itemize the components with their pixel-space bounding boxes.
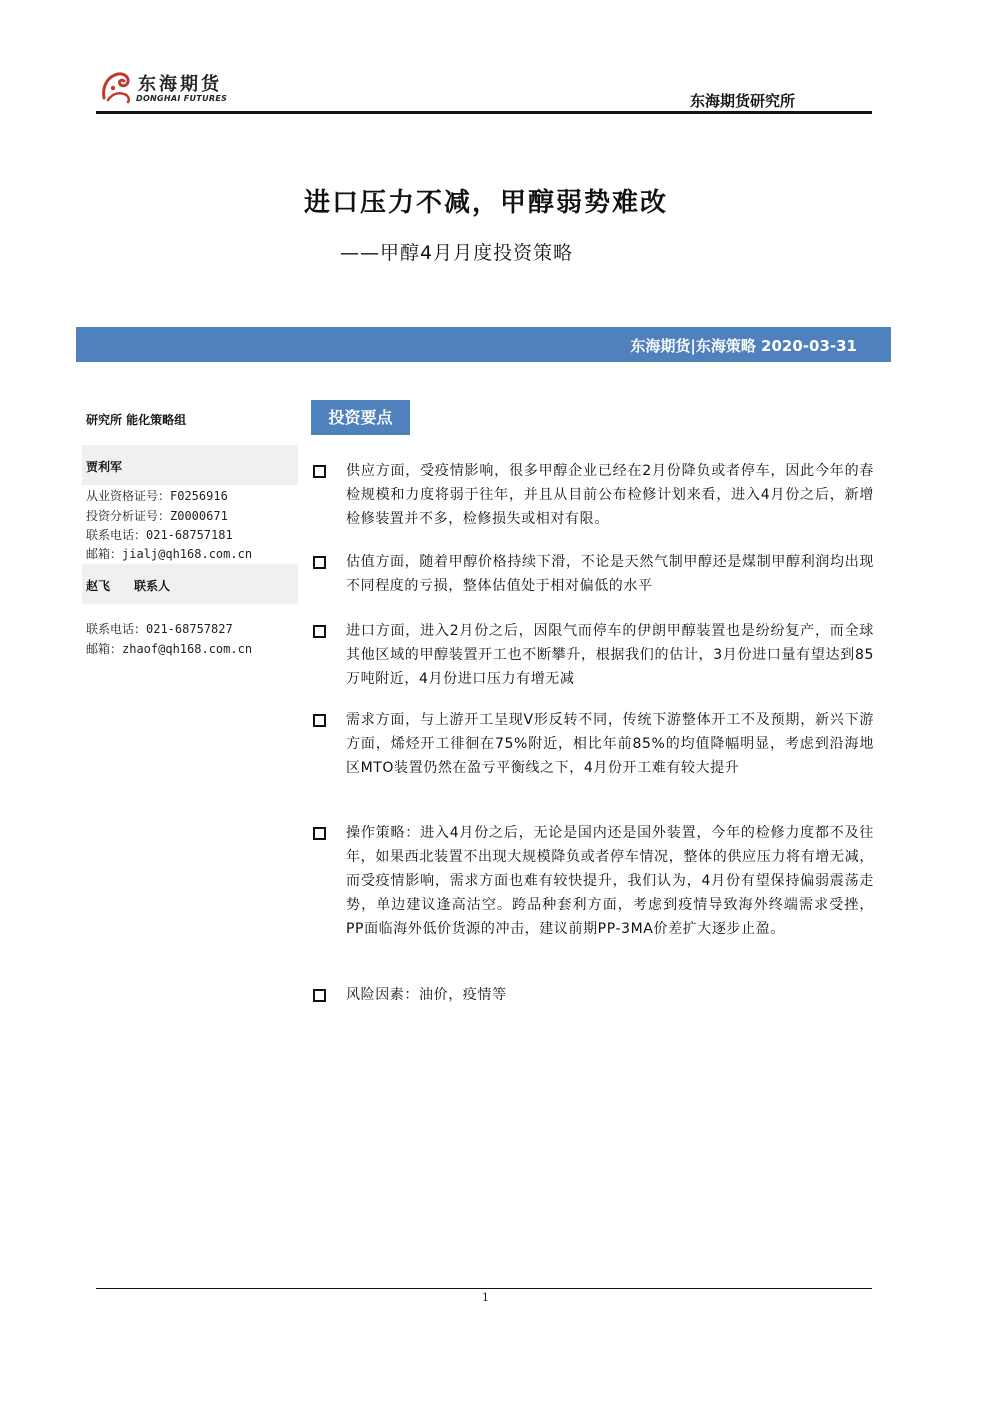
checkbox-bullet-icon [313, 556, 326, 569]
company-logo-icon [98, 68, 136, 106]
analyst1-invest-cert: 投资分析证号：Z0000671 [86, 509, 228, 523]
report-title: 进口压力不减，甲醇弱势难改 [303, 188, 668, 218]
checkbox-bullet-icon [313, 714, 326, 727]
report-banner [76, 327, 891, 362]
checkbox-bullet-icon [313, 465, 326, 478]
analyst1-email: 邮箱：jialj@qh168.com.cn [86, 547, 253, 561]
checkbox-bullet-icon [313, 625, 326, 638]
bullet-text: 估值方面，随着甲醇价格持续下滑，不论是天然气制甲醇还是煤制甲醇利润均出现不同程度的亏损，整体估值处于相对偏低的水平 [346, 554, 874, 594]
header-divider [96, 111, 872, 114]
department-label: 研究所 能化策略组 [86, 413, 187, 427]
footer-divider [96, 1288, 872, 1289]
analyst2-name: 赵飞 联系人 [86, 579, 171, 593]
analyst1-cert: 从业资格证号：F0256916 [86, 489, 228, 503]
report-subtitle: ——甲醇4月月度投资策略 [340, 242, 574, 264]
section-heading: 投资要点 [311, 400, 410, 435]
bullet-text: 需求方面，与上游开工呈现V形反转不同，传统下游整体开工不及预期，新兴下游方面，烯烃开工徘徊在75%附近，相比年前85%的均值降幅明显，考虑到沿海地区MTO装置仍然在盈亏平衡线之下，4月份开工难有较大提升 [346, 712, 874, 776]
analyst1-phone: 联系电话：021-68757181 [86, 528, 233, 542]
logo-text-en: DONGHAI FUTURES [136, 94, 228, 103]
analyst2-phone: 联系电话：021-68757827 [86, 622, 233, 636]
bullet-text: 进口方面，进入2月份之后，因限气而停车的伊朗甲醇装置也是纷纷复产，而全球其他区域的甲醇装置开工也不断攀升，根据我们的估计，3月份进口量有望达到85万吨附近，4月份进口压力有增无减 [346, 623, 874, 687]
bullet-text: 风险因素：油价，疫情等 [346, 987, 507, 1003]
banner-text: 东海期货|东海策略 2020-03-31 [630, 337, 857, 355]
author-sidebar [86, 405, 298, 665]
analyst2-email: 邮箱：zhaof@qh168.com.cn [86, 642, 253, 656]
bullet-text: 供应方面，受疫情影响，很多甲醇企业已经在2月份降负或者停车，因此今年的春检规模和力度将弱于往年，并且从目前公布检修计划来看，进入4月份之后，新增检修装置并不多，检修损失或相对有限。 [346, 463, 874, 527]
checkbox-bullet-icon [313, 989, 326, 1002]
header-institute-label: 东海期货研究所 [690, 92, 796, 110]
bullet-text: 操作策略：进入4月份之后，无论是国内还是国外装置，今年的检修力度都不及往年，如果西北装置不出现大规模降负或者停车情况，整体的供应压力将有增无减，而受疫情影响，需求方面也难有较快提升，我们认为，4月份有望保持偏弱震荡走势，单边建议逢高沽空。跨品种套利方面，考虑到疫情导致海外终端需求受挫，PP面临海外低价货源的冲击，建议前期PP-3MA价差扩大逐步止盈。 [346, 825, 874, 937]
checkbox-bullet-icon [313, 827, 326, 840]
logo-text-cn: 东海期货 [138, 74, 222, 95]
page-number: 1 [482, 1291, 489, 1304]
analyst1-name: 贾利军 [86, 460, 123, 474]
